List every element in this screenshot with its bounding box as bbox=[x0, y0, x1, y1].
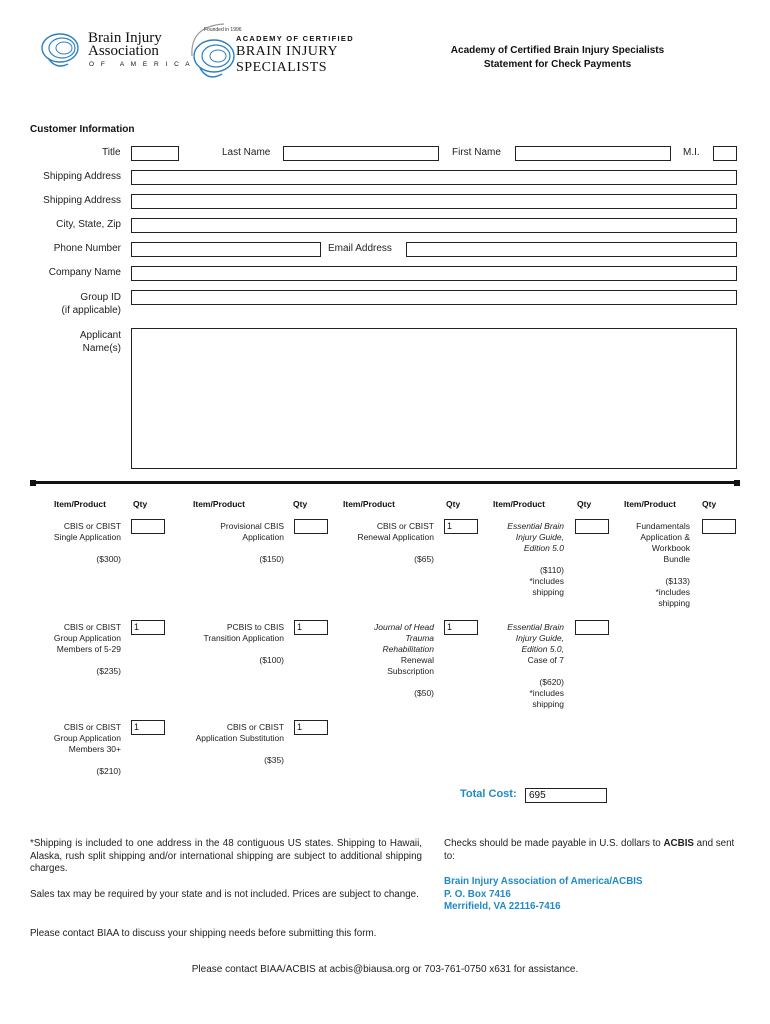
item-price: ($100) bbox=[259, 655, 284, 665]
qty-journal[interactable]: 1 bbox=[444, 620, 478, 635]
item-price: ($235) bbox=[96, 666, 121, 676]
address-line1: Brain Injury Association of America/ACBIS bbox=[444, 876, 643, 887]
col2-qty-header: Qty bbox=[293, 499, 308, 509]
item-price: ($50) bbox=[414, 688, 434, 698]
col4-qty-header: Qty bbox=[577, 499, 592, 509]
total-cost-field[interactable]: 695 bbox=[525, 788, 607, 803]
col3-item-header: Item/Product bbox=[343, 499, 395, 509]
first-name-field[interactable] bbox=[515, 146, 671, 161]
shipping-address-label-2: Shipping Address bbox=[43, 195, 121, 206]
checks-note-tail: and sent to: bbox=[444, 838, 735, 862]
shipping-address-field-1[interactable] bbox=[131, 170, 737, 185]
item-renewal bbox=[320, 521, 434, 565]
item-price: ($300) bbox=[96, 554, 121, 564]
col2-item-header: Item/Product bbox=[193, 499, 245, 509]
item-pcbis bbox=[170, 622, 284, 666]
item-line: CBIS or CBIST bbox=[63, 521, 121, 531]
item-line: Trauma bbox=[405, 633, 434, 643]
item-line: Members 30+ bbox=[68, 744, 121, 754]
form-subtitle: Statement for Check Payments bbox=[483, 59, 632, 70]
item-price: ($210) bbox=[96, 766, 121, 776]
email-label: Email Address bbox=[328, 243, 392, 254]
divider-end-right bbox=[734, 480, 740, 486]
item-line: CBIS or CBIST bbox=[376, 521, 434, 531]
title-field[interactable] bbox=[131, 146, 179, 161]
form-header bbox=[420, 44, 695, 72]
item-price: ($150) bbox=[259, 554, 284, 564]
item-guide-case bbox=[470, 622, 564, 710]
phone-label: Phone Number bbox=[53, 243, 121, 254]
contact-note: Please contact BIAA to discuss your shipping needs before submitting this form. bbox=[30, 928, 377, 939]
address-line3: Merrifield, VA 22116-7416 bbox=[444, 901, 561, 912]
qty-guide-case[interactable] bbox=[575, 620, 609, 635]
item-provisional bbox=[170, 521, 284, 565]
item-line: CBIS or CBIST bbox=[226, 722, 284, 732]
biaa-line3: O F A M E R I C A bbox=[89, 61, 193, 68]
applicant-names-field[interactable] bbox=[131, 328, 737, 469]
item-note: *includes bbox=[529, 576, 564, 586]
item-line: Edition 5.0 bbox=[523, 543, 564, 553]
item-line: Members of 5-29 bbox=[56, 644, 121, 654]
total-cost-label: Total Cost: bbox=[460, 788, 517, 800]
applicant-label-line1: Applicant bbox=[79, 330, 121, 341]
item-note: shipping bbox=[532, 587, 564, 597]
item-line: Bundle bbox=[663, 554, 690, 564]
item-journal bbox=[320, 622, 434, 699]
item-line: Workbook bbox=[651, 543, 690, 553]
divider-end-left bbox=[30, 480, 36, 486]
mailing-address bbox=[444, 876, 740, 914]
item-guide bbox=[470, 521, 564, 598]
item-line: Renewal Application bbox=[357, 532, 434, 542]
shipping-address-field-2[interactable] bbox=[131, 194, 737, 209]
company-label: Company Name bbox=[48, 267, 121, 278]
item-line: Edition 5.0, bbox=[521, 644, 564, 654]
qty-cbis-single[interactable] bbox=[131, 519, 165, 534]
checks-note-text: Checks should be made payable in U.S. dollars to bbox=[444, 838, 664, 849]
checks-note bbox=[444, 838, 740, 863]
item-line: Injury Guide, bbox=[515, 633, 564, 643]
footer-contact: Please contact BIAA/ACBIS at acbis@biausa.org or 703-761-0750 x631 for assistance. bbox=[191, 964, 579, 975]
item-line: Application & bbox=[640, 532, 690, 542]
mi-field[interactable] bbox=[713, 146, 737, 161]
item-price: ($110) bbox=[540, 565, 564, 575]
shipping-address-label-1: Shipping Address bbox=[43, 171, 121, 182]
last-name-field[interactable] bbox=[283, 146, 439, 161]
item-note: shipping bbox=[532, 699, 564, 709]
acbis-line2: BRAIN INJURY bbox=[236, 44, 339, 59]
item-line: Subscription bbox=[387, 666, 434, 676]
item-line: Single Application bbox=[53, 532, 121, 542]
item-note: shipping bbox=[658, 598, 690, 608]
item-price: ($35) bbox=[264, 755, 284, 765]
item-line: Application bbox=[242, 532, 284, 542]
item-line: Application Substitution bbox=[195, 733, 284, 743]
col1-qty-header: Qty bbox=[133, 499, 148, 509]
applicant-label-line2: Name(s) bbox=[82, 343, 121, 354]
address-line2: P. O. Box 7416 bbox=[444, 888, 511, 900]
checks-payee: ACBIS bbox=[663, 838, 694, 849]
col5-qty-header: Qty bbox=[702, 499, 717, 509]
form-title: Academy of Certified Brain Injury Specialists bbox=[450, 45, 665, 56]
item-line: Provisional CBIS bbox=[220, 521, 284, 531]
applicant-names-label bbox=[20, 329, 121, 355]
item-price: ($65) bbox=[414, 554, 434, 564]
customer-info-heading: Customer Information bbox=[30, 124, 135, 135]
mi-label: M.I. bbox=[683, 147, 700, 158]
biaa-line2: Association bbox=[88, 43, 159, 59]
item-cbis-group bbox=[20, 622, 121, 677]
item-line: Group Application bbox=[53, 733, 121, 743]
col4-item-header: Item/Product bbox=[493, 499, 545, 509]
item-note: *includes bbox=[529, 688, 564, 698]
title-label: Title bbox=[102, 147, 121, 158]
col5-item-header: Item/Product bbox=[624, 499, 676, 509]
shipping-note: *Shipping is included to one address in the 48 contiguous US states. Shipping to Hawaii, Alaska, rush split shipping and/or international shipping are subject to additional shipping charges. bbox=[30, 838, 422, 874]
group-id-label-line2: (if applicable) bbox=[61, 305, 121, 316]
tax-note: Sales tax may be required by your state and is not included. Prices are subject to change. bbox=[30, 889, 419, 900]
phone-field[interactable] bbox=[131, 242, 321, 257]
section-divider bbox=[32, 481, 738, 484]
item-line: CBIS or CBIST bbox=[63, 622, 121, 632]
acbis-line3: SPECIALISTS bbox=[236, 60, 328, 75]
group-id-label-line1: Group ID bbox=[80, 292, 121, 303]
qty-bundle[interactable] bbox=[702, 519, 736, 534]
qty-pcbis[interactable]: 1 bbox=[294, 620, 328, 635]
biaa-logo-text bbox=[88, 32, 162, 58]
item-line: Transition Application bbox=[203, 633, 284, 643]
item-line: PCBIS to CBIS bbox=[226, 622, 284, 632]
item-line: CBIS or CBIST bbox=[63, 722, 121, 732]
item-line: Group Application bbox=[53, 633, 121, 643]
item-line: Fundamentals bbox=[636, 521, 690, 531]
qty-substitution[interactable]: 1 bbox=[294, 720, 328, 735]
item-line: Case of 7 bbox=[527, 655, 564, 665]
item-bundle bbox=[600, 521, 690, 609]
group-id-label bbox=[20, 291, 121, 317]
qty-renewal[interactable]: 1 bbox=[444, 519, 478, 534]
group-id-field[interactable] bbox=[131, 290, 737, 305]
acbis-line1: ACADEMY OF CERTIFIED bbox=[236, 34, 354, 43]
first-name-label: First Name bbox=[452, 147, 501, 158]
item-price: ($133) bbox=[665, 576, 690, 586]
item-line: Rehabilitation bbox=[382, 644, 434, 654]
biaa-line1: Brain Injury bbox=[88, 30, 162, 46]
qty-cbis-group30[interactable]: 1 bbox=[131, 720, 165, 735]
item-price: ($620) bbox=[539, 677, 564, 687]
city-state-zip-label: City, State, Zip bbox=[56, 219, 121, 230]
email-field[interactable] bbox=[406, 242, 737, 257]
acbis-founded: Founded in 1996 bbox=[204, 27, 242, 33]
item-line: Renewal bbox=[400, 655, 434, 665]
col1-item-header: Item/Product bbox=[54, 499, 106, 509]
item-note: *includes bbox=[655, 587, 690, 597]
item-cbis-single bbox=[20, 521, 121, 565]
company-field[interactable] bbox=[131, 266, 737, 281]
item-line: Injury Guide, bbox=[515, 532, 564, 542]
qty-cbis-group[interactable]: 1 bbox=[131, 620, 165, 635]
city-state-zip-field[interactable] bbox=[131, 218, 737, 233]
item-line: Essential Brain bbox=[507, 521, 564, 531]
item-cbis-group30 bbox=[20, 722, 121, 777]
col3-qty-header: Qty bbox=[446, 499, 461, 509]
item-substitution bbox=[170, 722, 284, 766]
last-name-label: Last Name bbox=[222, 147, 271, 158]
item-line: Essential Brain bbox=[507, 622, 564, 632]
item-line: Journal of Head bbox=[373, 622, 434, 632]
